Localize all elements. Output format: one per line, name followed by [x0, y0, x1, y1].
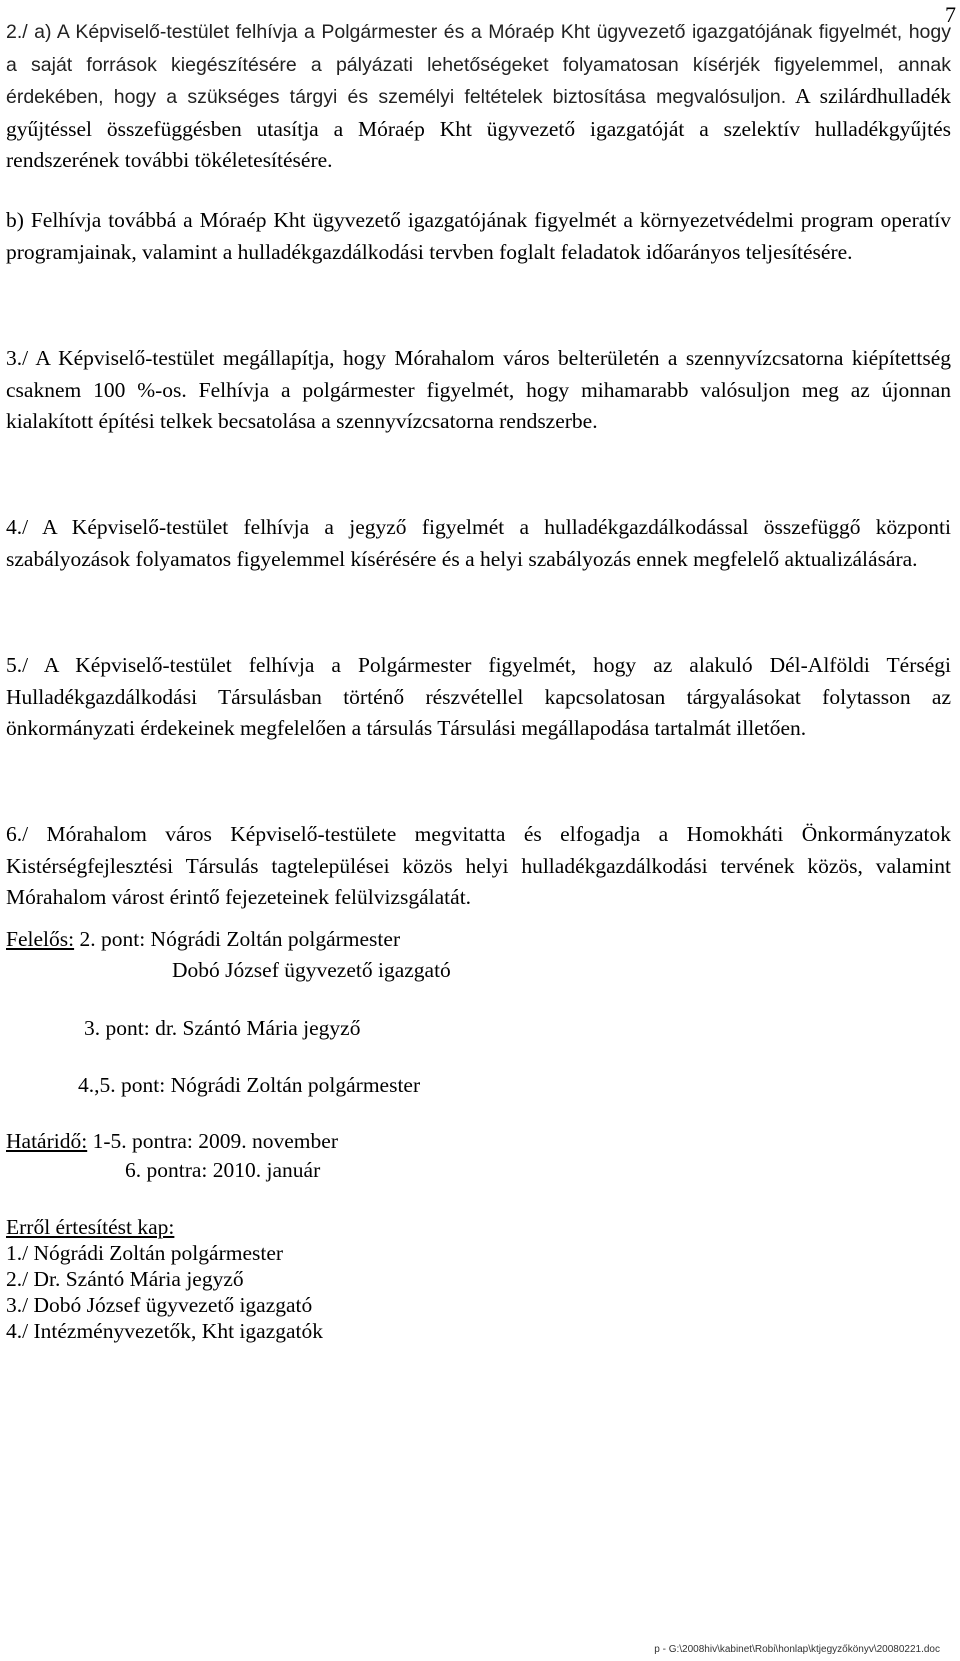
- deadline-label: Határidő:: [6, 1129, 88, 1153]
- deadline-text-1: 1-5. pontra: 2009. november: [87, 1129, 338, 1153]
- page-number: 7: [945, 2, 956, 27]
- paragraph-2a-text-sans: 2./ a) A Képviselő-testület felhívja a Polgármester és a Móraép Kht ügyvezető igazgatójának figyelmét, hogy a saját források kiegészítésére a pályázati lehetőségeket folyamatosan kísérjék figyelemmel, annak érdekében, hogy a szükséges tárgyi és személyi feltételek biztosítása megvalósuljon.: [6, 21, 951, 108]
- responsible-line-4: 4.,5. pont: Nógrádi Zoltán polgármester: [78, 1073, 421, 1097]
- notify-label: Erről értesítést kap:: [6, 1215, 175, 1239]
- responsible-label: Felelős:: [6, 927, 75, 951]
- responsible-line-2: Dobó József ügyvezető igazgató: [172, 958, 451, 982]
- paragraph-2b: b) Felhívja továbbá a Móraép Kht ügyvezető igazgatójának figyelmét a környezetvédelmi program operatív programjainak, valamint a hulladékgazdálkodási tervben foglalt feladatok időarányos teljesítésére.: [6, 208, 951, 264]
- paragraph-3: 3./ A Képviselő-testület megállapítja, hogy Mórahalom város belterületén a szennyvízcsatorna kiépítettség csaknem 100 %-os. Felhívja a polgármester figyelmét, hogy mihamarabb valósuljon meg az újonnan kialakított építési telkek becsatolása a szennyvízcsatorna rendszerbe.: [6, 346, 951, 433]
- deadline-line-2: 6. pontra: 2010. január: [125, 1158, 321, 1182]
- paragraph-2a: [6, 16, 951, 177]
- paragraph-6: 6./ Mórahalom város Képviselő-testülete megvitatta és elfogadja a Homokháti Önkormányzatok Kistérségfejlesztési Társulás tagtelepülései közös helyi hulladékgazdálkodási tervének közös, valamint Mórahalom várost érintő fejezeteinek felülvizsgálatát.: [6, 822, 951, 909]
- paragraph-4: 4./ A Képviselő-testület felhívja a jegyző figyelmét a hulladékgazdálkodással összefüggő központi szabályozások folyamatos figyelemmel kísérésére és a helyi szabályozás ennek megfelelő aktualizálására.: [6, 515, 951, 571]
- paragraph-2a-text-serif: A szilárdhulladék gyűjtéssel összefüggésben utasítja a Móraép Kht ügyvezető igazgatóját a szelektív hulladékgyűjtés rendszerének további tökéletesítésére.: [6, 84, 951, 172]
- responsible-line-1: [6, 924, 400, 954]
- responsible-text-1: 2. pont: Nógrádi Zoltán polgármester: [74, 927, 401, 951]
- notify-item-2: 2./ Dr. Szántó Mária jegyző: [6, 1267, 244, 1291]
- deadline-line-1: [6, 1126, 338, 1156]
- notify-item-1: 1./ Nógrádi Zoltán polgármester: [6, 1241, 284, 1265]
- notify-item-3: 3./ Dobó József ügyvezető igazgató: [6, 1293, 313, 1317]
- responsible-line-3: 3. pont: dr. Szántó Mária jegyző: [84, 1016, 361, 1040]
- paragraph-5: 5./ A Képviselő-testület felhívja a Polgármester figyelmét, hogy az alakuló Dél-Alföldi Térségi Hulladékgazdálkodási Társulásban történő részvétellel kapcsolatosan tárgyalásokat folytasson az önkormányzati érdekeinek megfelelően a társulás Társulási megállapodása tartalmát illetően.: [6, 653, 951, 740]
- notify-item-4: 4./ Intézményvezetők, Kht igazgatók: [6, 1319, 324, 1343]
- footer-file-path: p - G:\2008hiv\kabinet\Robi\honlap\ktjegyzőkönyv\20080221.doc: [654, 1644, 940, 1655]
